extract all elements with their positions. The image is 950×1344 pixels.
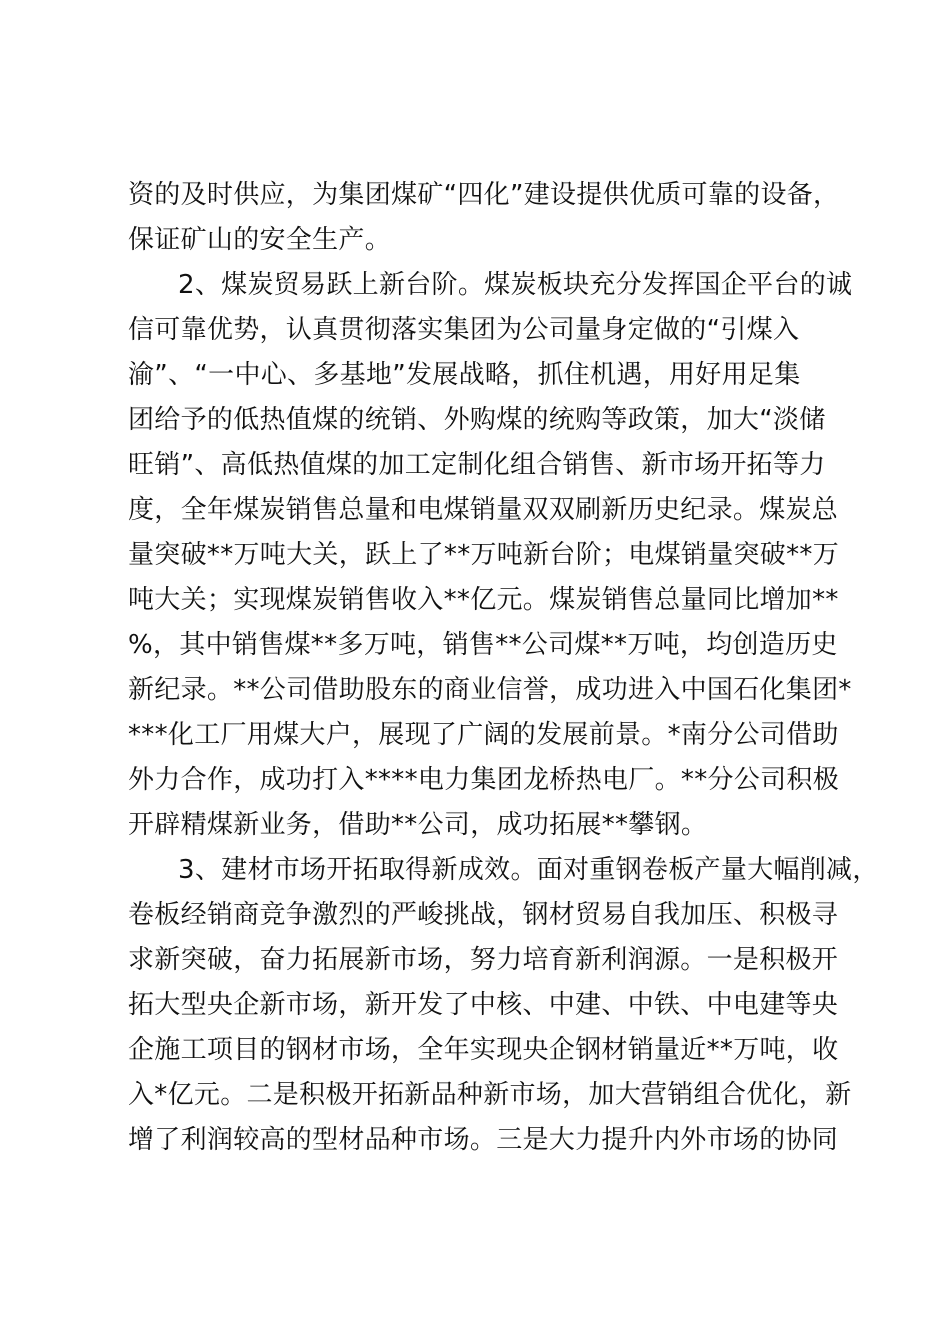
body-line: 团给予的低热值煤的统销、外购煤的统购等政策，加大“淡储	[128, 405, 826, 435]
body-line: 吨大关；实现煤炭销售收入**亿元。煤炭销售总量同比增加**	[128, 585, 839, 615]
body-line: 卷板经销商竞争激烈的严峻挑战，钢材贸易自我加压、积极寻	[128, 900, 839, 930]
paragraph-start-line: 3、建材市场开拓取得新成效。面对重钢卷板产量大幅削减，	[178, 855, 879, 885]
body-line: 信可靠优势，认真贯彻落实集团为公司量身定做的“引煤入	[128, 315, 800, 345]
body-line: 拓大型央企新市场，新开发了中核、中建、中铁、中电建等央	[128, 990, 839, 1020]
body-line: 增了利润较高的型材品种市场。三是大力提升内外市场的协同	[128, 1125, 839, 1155]
body-line: 渝”、“一中心、多基地”发展战略，抓住机遇，用好用足集	[128, 360, 801, 390]
body-line: 求新突破，奋力拓展新市场，努力培育新利润源。一是积极开	[128, 945, 839, 975]
body-line: 量突破**万吨大关，跃上了**万吨新台阶；电煤销量突破**万	[128, 540, 840, 570]
body-line: 外力合作，成功打入****电力集团龙桥热电厂。**分公司积极	[128, 765, 840, 795]
body-line: 新纪录。**公司借助股东的商业信誉，成功进入中国石化集团*	[128, 675, 852, 705]
body-line: 资的及时供应，为集团煤矿“四化”建设提供优质可靠的设备，	[128, 180, 840, 210]
body-line: 旺销”、高低热值煤的加工定制化组合销售、新市场开拓等力	[128, 450, 826, 480]
body-line: %，其中销售煤**多万吨，销售**公司煤**万吨，均创造历史	[128, 630, 838, 660]
paragraph-start-line: 2、煤炭贸易跃上新台阶。煤炭板块充分发挥国企平台的诚	[178, 270, 853, 300]
body-line: 保证矿山的安全生产。	[128, 225, 392, 255]
body-line: 入*亿元。二是积极开拓新品种新市场，加大营销组合优化，新	[128, 1080, 852, 1110]
body-line: 度，全年煤炭销售总量和电煤销量双双刷新历史纪录。煤炭总	[128, 495, 839, 525]
body-line: 企施工项目的钢材市场，全年实现央企钢材销量近**万吨，收	[128, 1035, 839, 1065]
body-line: ***化工厂用煤大户，展现了广阔的发展前景。*南分公司借助	[128, 720, 839, 750]
body-line: 开辟精煤新业务，借助**公司，成功拓展**攀钢。	[128, 810, 708, 840]
